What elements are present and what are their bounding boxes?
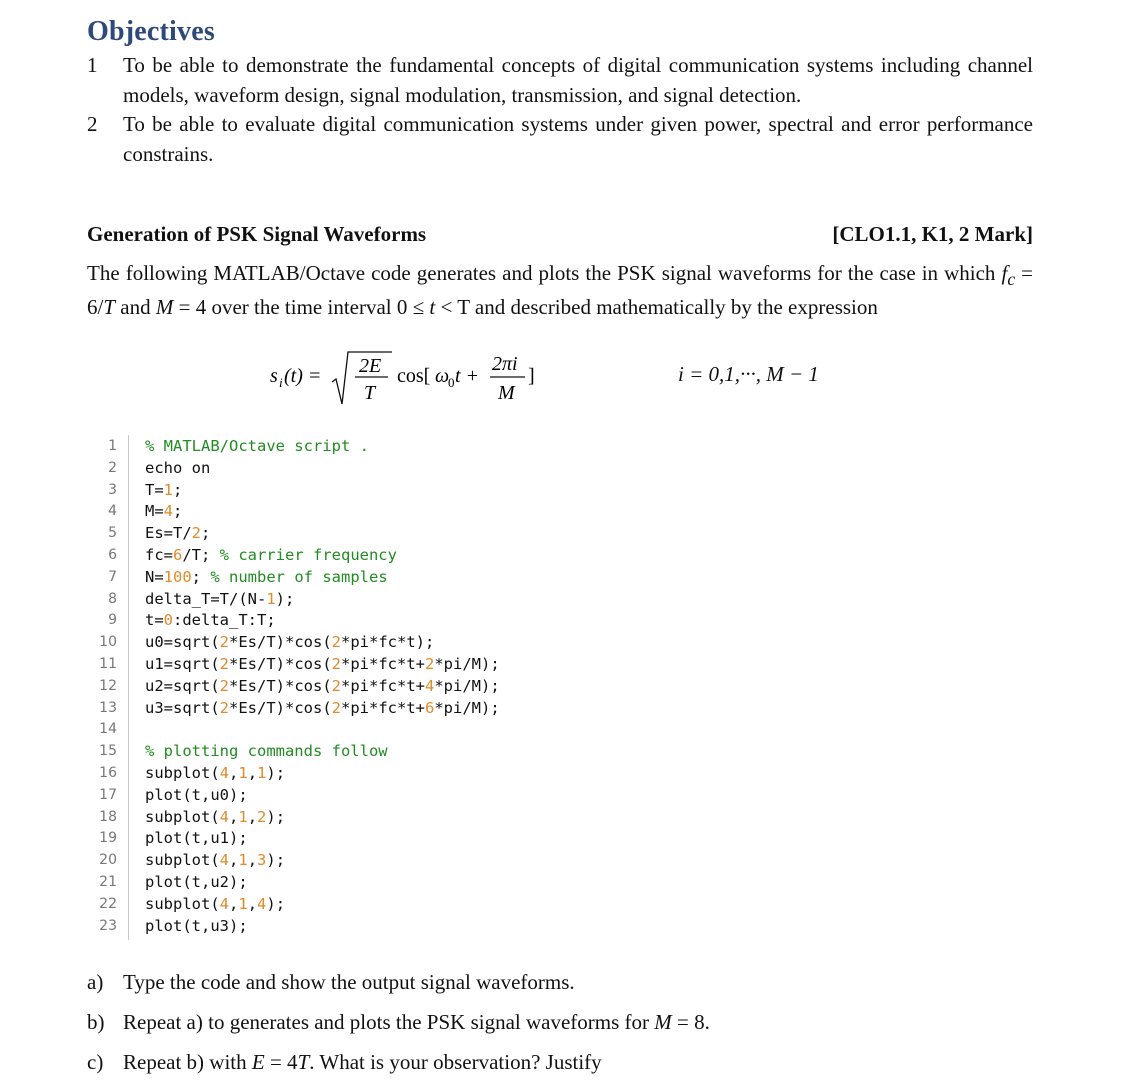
code-line: [83, 457, 603, 479]
code-token: ,: [229, 851, 239, 870]
question-label: c): [87, 1050, 104, 1074]
code-source: [145, 893, 285, 915]
line-number: 15: [99, 743, 117, 760]
code-token: N=: [145, 567, 164, 586]
code-source: [145, 522, 210, 544]
code-number: 1: [238, 894, 248, 913]
line-number: 5: [108, 525, 117, 542]
code-number: 100: [163, 567, 192, 586]
code-source: [145, 457, 210, 479]
code-number: 2: [219, 633, 229, 652]
code-token: ,: [247, 807, 258, 826]
line-number: 16: [99, 765, 117, 781]
code-token: *pi*fc*t+: [341, 698, 425, 717]
code-token: ;: [191, 567, 211, 586]
code-source: [145, 479, 182, 501]
code-token: );: [266, 851, 286, 870]
code-line: [83, 893, 603, 915]
code-number: 2: [425, 655, 435, 673]
code-token: ,: [229, 894, 239, 913]
code-source: [145, 544, 397, 566]
code-number: 2: [191, 524, 202, 543]
code-token: *pi/M);: [434, 655, 500, 673]
code-number: 4: [163, 502, 174, 521]
code-token: u0=sqrt(: [145, 633, 220, 652]
fc-subscript: c: [1007, 269, 1016, 290]
code-token: ,: [229, 807, 239, 826]
code-line: [83, 435, 603, 457]
objective-number: 2: [87, 112, 98, 136]
code-token: fc=: [145, 546, 173, 564]
code-source: [145, 566, 388, 588]
code-source: [145, 588, 294, 610]
t-symbol: T: [103, 295, 116, 320]
code-line: [83, 522, 603, 544]
code-number: 6: [173, 546, 183, 564]
eq-s-sub: i: [279, 375, 283, 390]
code-token: subplot(: [145, 807, 220, 826]
intro-text: and: [115, 295, 156, 320]
code-number: 1: [238, 764, 248, 782]
code-number: 1: [238, 851, 248, 870]
code-token: M=: [145, 502, 164, 521]
code-number: 2: [219, 698, 229, 717]
code-token: /T;: [182, 546, 220, 564]
code-line: [83, 849, 603, 871]
line-number: 13: [99, 699, 117, 716]
code-token: Es=T/: [145, 524, 192, 543]
t-symbol: t: [429, 295, 436, 320]
line-number: 2: [108, 459, 117, 476]
code-comment: % plotting commands follow: [145, 742, 388, 761]
fc-symbol: f: [1001, 261, 1008, 285]
code-source: [145, 849, 285, 871]
code-source: [145, 609, 276, 631]
code-token: *pi*fc*t);: [341, 633, 435, 652]
objectives-heading: Objectives: [87, 16, 215, 47]
intro-text: = 4 over the time interval 0 ≤: [173, 295, 430, 320]
intro-text: The following MATLAB/Octave code generates and plots the PSK signal waveforms for the case in which: [87, 261, 1002, 285]
code-line: [83, 609, 603, 631]
line-number: 9: [108, 612, 117, 629]
code-source: [145, 827, 248, 849]
line-number: 21: [99, 874, 117, 890]
code-line: [83, 806, 603, 828]
line-number: 18: [99, 808, 117, 825]
intro-text: < T and described mathematically by the expression: [435, 295, 878, 320]
code-line: [83, 871, 603, 893]
eq-omega: ω: [435, 365, 450, 387]
code-number: 2: [331, 633, 341, 652]
line-number: 6: [108, 547, 117, 563]
code-line: [83, 740, 603, 762]
eq-den: T: [364, 382, 376, 404]
code-number: 2: [219, 676, 229, 695]
code-source: [145, 871, 248, 893]
line-number: 17: [99, 786, 117, 803]
line-number: 7: [108, 568, 117, 585]
code-token: ,: [229, 764, 239, 782]
code-token: ,: [247, 764, 258, 782]
code-token: *Es/T)*cos(: [229, 655, 332, 673]
question-text: Type the code and show the output signal waveforms.: [123, 970, 575, 994]
code-source: [145, 762, 285, 784]
code-number: 1: [257, 764, 267, 782]
line-number: 14: [99, 721, 117, 738]
question-a: [87, 968, 575, 996]
code-line: [83, 544, 603, 566]
code-token: u1=sqrt(: [145, 655, 220, 673]
code-source: [145, 915, 248, 937]
code-number: 1: [163, 480, 174, 499]
code-line: [83, 915, 603, 937]
intro-paragraph: [87, 259, 1033, 321]
code-token: *pi/M);: [434, 698, 500, 717]
code-source: [145, 500, 182, 522]
objective-item: [87, 110, 1033, 169]
index-range: i = 0,1,···, M − 1: [678, 362, 819, 386]
code-number: 4: [219, 851, 229, 870]
code-comment: % carrier frequency: [219, 546, 397, 564]
code-number: 2: [219, 655, 229, 673]
code-number: 4: [219, 764, 229, 782]
code-token: *Es/T)*cos(: [229, 698, 332, 717]
line-number: 19: [99, 830, 117, 847]
code-number: 3: [257, 851, 267, 870]
eq-cos: cos[: [397, 365, 431, 387]
eq-t-plus: t +: [455, 365, 480, 387]
code-token: plot(t,u3);: [145, 916, 248, 935]
code-source: [145, 740, 388, 762]
code-number: 2: [331, 698, 341, 717]
code-token: T=: [145, 480, 164, 499]
code-token: plot(t,u2);: [145, 873, 248, 891]
code-source: [145, 653, 500, 675]
code-token: u2=sqrt(: [145, 676, 220, 695]
line-number: 8: [108, 590, 117, 607]
intro-text: = 6/: [87, 261, 1034, 320]
m-symbol: M: [155, 295, 174, 320]
code-token: );: [266, 764, 286, 782]
code-number: 1: [238, 807, 248, 826]
code-token: u3=sqrt(: [145, 698, 220, 717]
code-token: ;: [173, 502, 183, 521]
code-line: [83, 500, 603, 522]
eq-lhs: (t) =: [284, 365, 322, 387]
code-source: [145, 435, 369, 457]
e-symbol: E: [251, 1050, 265, 1074]
code-line: [83, 827, 603, 849]
code-token: *Es/T)*cos(: [229, 633, 332, 652]
code-comment: % number of samples: [210, 567, 388, 586]
code-token: ,: [247, 851, 258, 870]
line-number: 3: [108, 481, 117, 498]
objective-text: To be able to evaluate digital communication systems under given power, spectral and error performance constrains.: [123, 112, 1033, 166]
code-token: subplot(: [145, 764, 220, 782]
question-b: [87, 1008, 710, 1036]
section-title: Generation of PSK Signal Waveforms: [87, 222, 427, 246]
question-text: . What is your observation? Justify: [309, 1050, 602, 1074]
code-token: );: [266, 807, 286, 826]
question-label: b): [87, 1010, 105, 1034]
line-number: 1: [108, 438, 117, 454]
code-number: 0: [163, 611, 174, 630]
code-line: [83, 718, 603, 740]
code-comment: % MATLAB/Octave script .: [145, 437, 369, 455]
code-token: t=: [145, 611, 164, 630]
code-line: [83, 675, 603, 697]
code-source: [145, 784, 248, 806]
code-token: );: [275, 589, 295, 608]
eq-s: s: [270, 365, 278, 387]
code-token: *Es/T)*cos(: [229, 676, 332, 695]
code-token: *pi*fc*t+: [341, 655, 425, 673]
code-number: 2: [257, 807, 267, 826]
code-token: ;: [173, 480, 183, 499]
code-number: 6: [425, 698, 435, 717]
t-symbol: T: [297, 1050, 310, 1074]
question-text: Repeat b) with: [123, 1050, 252, 1074]
code-line: [83, 566, 603, 588]
code-token: *pi/M);: [434, 676, 500, 695]
code-source: [145, 806, 285, 828]
line-number: 20: [99, 852, 117, 869]
eq-num: 2E: [359, 355, 382, 377]
line-number: 10: [99, 634, 117, 651]
code-line: [83, 762, 603, 784]
eq-omega-sub: 0: [448, 375, 455, 390]
question-text: = 8.: [671, 1010, 710, 1034]
code-token: *pi*fc*t+: [341, 676, 425, 695]
code-token: plot(t,u0);: [145, 785, 248, 804]
question-c: [87, 1048, 602, 1076]
code-token: );: [266, 894, 286, 913]
code-line: [83, 653, 603, 675]
m-symbol: M: [654, 1010, 672, 1034]
eq-frac-den: M: [498, 382, 515, 404]
code-token: plot(t,u1);: [145, 829, 248, 848]
code-line: [83, 784, 603, 806]
code-token: echo on: [145, 458, 211, 477]
line-number: 11: [99, 656, 117, 672]
line-number: 23: [99, 917, 117, 934]
objective-item: [87, 51, 1033, 110]
objective-text: To be able to demonstrate the fundamental concepts of digital communication systems including channel models, waveform design, signal modulation, transmission, and signal detection.: [123, 53, 1033, 107]
code-token: subplot(: [145, 851, 220, 870]
code-number: 4: [219, 807, 229, 826]
eq-close: ]: [528, 365, 535, 387]
line-number: 22: [99, 895, 117, 912]
clo-marks: [CLO1.1, K1, 2 Mark]: [832, 222, 1033, 246]
code-token: ,: [247, 894, 258, 913]
code-line: [83, 479, 603, 501]
code-number: 2: [331, 676, 341, 695]
code-source: [145, 697, 500, 719]
question-label: a): [87, 970, 104, 994]
code-token: subplot(: [145, 894, 220, 913]
code-token: ;: [201, 524, 211, 543]
code-line: [83, 631, 603, 653]
line-number: 4: [108, 503, 117, 520]
code-line: [83, 697, 603, 719]
code-number: 4: [257, 894, 267, 913]
code-number: 2: [331, 655, 341, 673]
code-source: [145, 631, 434, 653]
code-token: delta_T=T/(N-: [145, 589, 267, 608]
eq-frac-num: 2πi: [492, 353, 518, 375]
code-number: 4: [219, 894, 229, 913]
objective-number: 1: [87, 53, 98, 77]
code-number: 1: [266, 589, 276, 608]
code-source: [145, 675, 500, 697]
line-number: 12: [99, 677, 117, 694]
code-token: :delta_T:T;: [173, 611, 276, 630]
question-text: = 4: [264, 1050, 298, 1074]
code-line: [83, 588, 603, 610]
question-text: Repeat a) to generates and plots the PSK signal waveforms for: [123, 1010, 655, 1034]
section-header: [87, 222, 1033, 247]
psk-equation: [270, 346, 560, 408]
code-number: 4: [425, 676, 435, 695]
